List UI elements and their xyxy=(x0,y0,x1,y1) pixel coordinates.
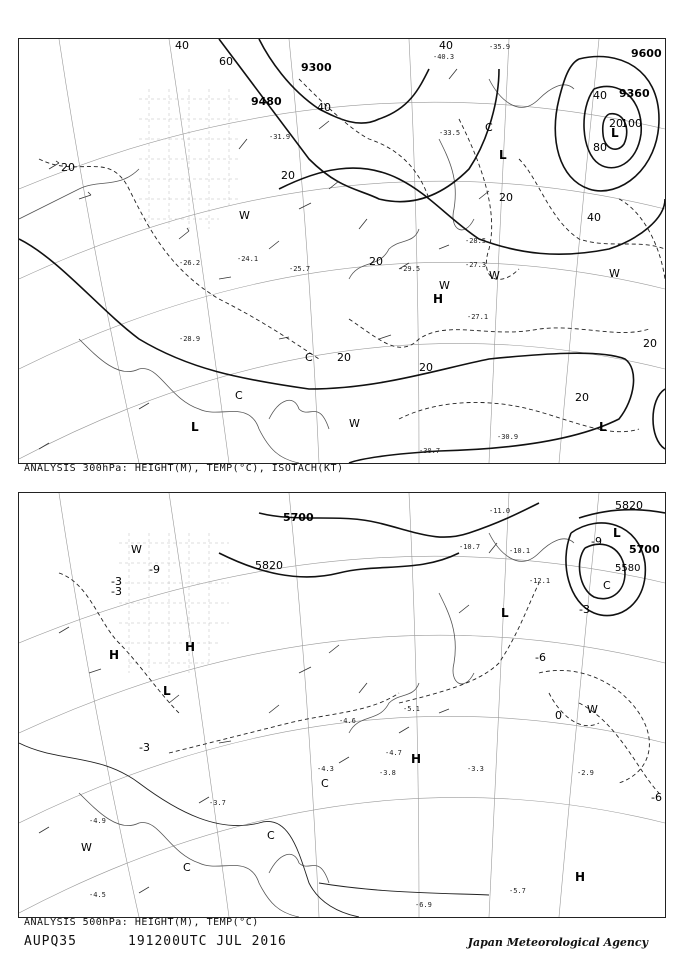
obs-value: -30.7 xyxy=(419,447,441,455)
obs-value: -12.1 xyxy=(529,577,551,585)
cold-center: C xyxy=(183,861,191,874)
isotach-label: 80 xyxy=(593,141,607,154)
warm-center: W xyxy=(81,841,92,854)
isotach-label: 20 xyxy=(61,161,75,174)
isotach-label: 20 xyxy=(419,361,433,374)
warm-center: W xyxy=(239,209,250,222)
obs-value: -29.5 xyxy=(399,265,421,273)
obs-value: -6.9 xyxy=(415,901,432,909)
obs-value: -4.3 xyxy=(317,765,334,773)
height-label: 9300 xyxy=(301,61,332,74)
obs-value: -10.1 xyxy=(509,547,531,555)
obs-value: -24.1 xyxy=(237,255,259,263)
panel-caption-300hpa: ANALYSIS 300hPa: HEIGHT(M), TEMP(°C), ISOTACH(KT) xyxy=(24,463,344,474)
isotach-label: 20 xyxy=(609,117,623,130)
low-center: L xyxy=(501,606,509,620)
warm-center: W xyxy=(489,269,500,282)
isotach-label: 40 xyxy=(317,101,331,114)
temp-label: -3 xyxy=(579,603,590,616)
low-center: L xyxy=(613,526,621,540)
cold-center: C xyxy=(485,121,493,134)
obs-value: -10.7 xyxy=(459,543,481,551)
cold-center: C xyxy=(235,389,243,402)
temp-label: -9 xyxy=(149,563,160,576)
isotach-label: 20 xyxy=(499,191,513,204)
obs-value: -11.0 xyxy=(489,507,511,515)
hatched-area xyxy=(139,89,239,229)
temp-label: -3 xyxy=(111,575,122,588)
map-panel-500hpa xyxy=(18,492,666,918)
height-label: 5820 xyxy=(615,499,643,512)
agency-name: Japan Meteorological Agency xyxy=(467,936,648,949)
obs-value: -27.3 xyxy=(465,261,487,269)
height-label: 9360 xyxy=(619,87,650,100)
height-label: 9480 xyxy=(251,95,282,108)
obs-value: -28.5 xyxy=(465,237,487,245)
cold-center: C xyxy=(305,351,313,364)
isotach-label: 20 xyxy=(337,351,351,364)
obs-value: -33.5 xyxy=(439,129,461,137)
isotach-label: 100 xyxy=(621,117,642,130)
map-300hpa-svg xyxy=(19,39,665,463)
height-contours xyxy=(19,39,665,463)
obs-value: -3.8 xyxy=(379,769,396,777)
isotach-label: 60 xyxy=(219,55,233,68)
panel-caption-500hpa: ANALYSIS 500hPa: HEIGHT(M), TEMP(°C) xyxy=(24,917,259,928)
temp-label: -3 xyxy=(111,585,122,598)
temp-label: -3 xyxy=(139,741,150,754)
cold-center: C xyxy=(603,579,611,592)
low-center: L xyxy=(499,148,507,162)
warm-center: W xyxy=(349,417,360,430)
temp-label: -6 xyxy=(651,791,662,804)
isotach-label: 20 xyxy=(281,169,295,182)
station-barbs xyxy=(39,69,489,449)
map-panel-300hpa xyxy=(18,38,666,464)
graticule xyxy=(19,493,665,917)
obs-value: -4.6 xyxy=(339,717,356,725)
height-label: 5820 xyxy=(255,559,283,572)
obs-value: -3.7 xyxy=(209,799,226,807)
high-center: H xyxy=(575,870,586,884)
low-center: L xyxy=(611,126,619,140)
isotach-label: 40 xyxy=(587,211,601,224)
isotach-label: 20 xyxy=(575,391,589,404)
isotach-label: 40 xyxy=(439,39,453,52)
high-center: H xyxy=(433,292,444,306)
obs-value: -40.3 xyxy=(433,53,455,61)
obs-value: -4.5 xyxy=(89,891,106,899)
obs-value: -25.7 xyxy=(289,265,311,273)
valid-time: 191200UTC JUL 2016 xyxy=(128,934,287,949)
obs-value: -30.9 xyxy=(497,433,519,441)
obs-value: -4.7 xyxy=(385,749,402,757)
low-center: L xyxy=(163,684,171,698)
isotach-label: 20 xyxy=(643,337,657,350)
low-center: L xyxy=(191,420,199,434)
map-500hpa-svg xyxy=(19,493,665,917)
obs-value: -5.1 xyxy=(403,705,420,713)
graticule xyxy=(19,39,665,463)
temp-label: -9 xyxy=(591,535,602,548)
warm-center: W xyxy=(131,543,142,556)
obs-value: -5.7 xyxy=(509,887,526,895)
warm-center: W xyxy=(609,267,620,280)
warm-center: W xyxy=(587,703,598,716)
isotherm-contours xyxy=(39,79,665,432)
obs-value: -35.9 xyxy=(489,43,511,51)
isotach-label: 20 xyxy=(369,255,383,268)
high-center: H xyxy=(185,640,196,654)
obs-value: -4.9 xyxy=(89,817,106,825)
height-label: 5700 xyxy=(629,543,660,556)
low-center: L xyxy=(599,420,607,434)
isotach-label: 40 xyxy=(593,89,607,102)
obs-value: -2.9 xyxy=(577,769,594,777)
obs-value: -27.1 xyxy=(467,313,489,321)
warm-center: W xyxy=(439,279,450,292)
high-center: H xyxy=(411,752,422,766)
cold-center: C xyxy=(321,777,329,790)
height-label: 5580 xyxy=(615,563,641,574)
temp-label: -6 xyxy=(535,651,546,664)
obs-value: -26.2 xyxy=(179,259,201,267)
height-label: 9600 xyxy=(631,47,662,60)
obs-value: -31.9 xyxy=(269,133,291,141)
high-center: H xyxy=(109,648,120,662)
temp-label: 0 xyxy=(555,709,562,722)
isotach-label: 40 xyxy=(175,39,189,52)
obs-value: -3.3 xyxy=(467,765,484,773)
obs-value: -28.9 xyxy=(179,335,201,343)
height-label: 5700 xyxy=(283,511,314,524)
chart-code: AUPQ35 xyxy=(24,934,77,949)
cold-center: C xyxy=(267,829,275,842)
